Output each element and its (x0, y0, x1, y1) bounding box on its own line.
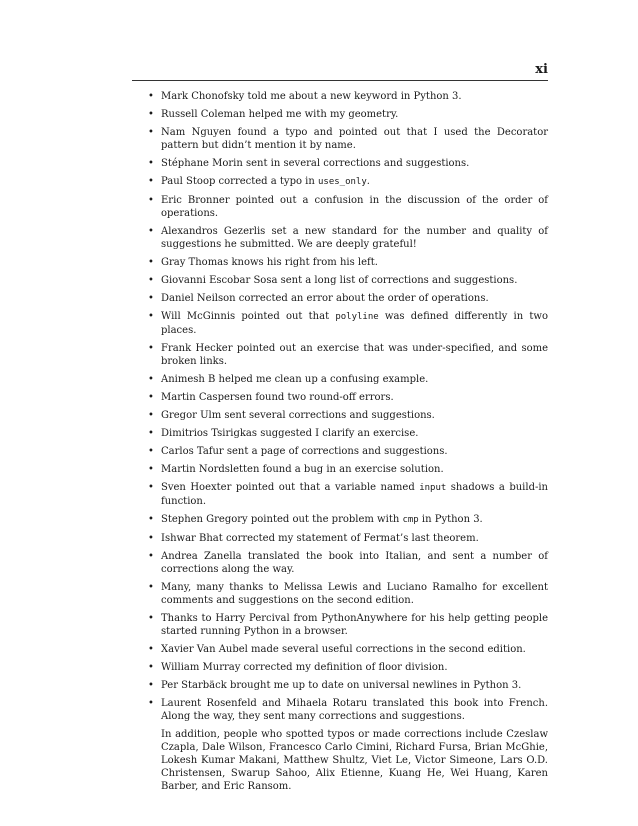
list-item-text: Gregor Ulm sent several corrections and suggestions. (161, 410, 435, 421)
list-item (140, 292, 548, 305)
list-item-text: Ishwar Bhat corrected my statement of Fermat’s last theorem. (161, 533, 479, 544)
list-item (140, 373, 548, 386)
bullet-icon: • (148, 127, 154, 138)
list-item-text: Stéphane Morin sent in several corrections and suggestions. (161, 158, 470, 169)
list-item-text: Nam Nguyen found a typo and pointed out that I used the Decorator pattern but didn’t mention it by name. (161, 127, 548, 151)
bullet-icon: • (148, 482, 154, 493)
list-item-text: shadows a build-in function. (161, 482, 548, 507)
inline-code: polyline (335, 312, 379, 322)
list-item-text: Xavier Van Aubel made several useful corrections in the second edition. (161, 644, 526, 655)
list-item (140, 513, 548, 527)
list-item-text: Per Starbäck brought me up to date on universal newlines in Python 3. (161, 680, 522, 691)
list-item (140, 679, 548, 692)
list-item (140, 581, 548, 607)
closing-paragraph: In addition, people who spotted typos or made corrections include Czeslaw Czapla, Dale Wilson, Francesco Carlo Cimini, Richard Fursa, Brian McGhie, Lokesh Kumar Makani, Matthew Shultz, Viet Le, Victor Simeone, Lars O.D. Christensen, Swarup Sahoo, Alix Etienne, Kuang He, Wei Huang, Karen Barber, and Eric Ransom. (161, 729, 548, 792)
bullet-icon: • (148, 343, 154, 354)
list-item (140, 391, 548, 404)
bullet-icon: • (148, 533, 154, 544)
bullet-icon: • (148, 464, 154, 475)
list-item (140, 445, 548, 458)
list-item-text: William Murray corrected my definition of floor division. (161, 662, 448, 673)
list-item (140, 532, 548, 545)
bullet-icon: • (148, 428, 154, 439)
inline-code: cmp (402, 515, 419, 525)
list-item-text: Animesh B helped me clean up a confusing example. (161, 374, 429, 385)
bullet-icon: • (148, 311, 154, 322)
bullet-icon: • (148, 109, 154, 120)
list-item-text: Gray Thomas knows his right from his left. (161, 257, 378, 268)
bullet-icon: • (148, 195, 154, 206)
list-item-text: Martin Caspersen found two round-off errors. (161, 392, 394, 403)
bullet-icon: • (148, 293, 154, 304)
list-item-text: Andrea Zanella translated the book into Italian, and sent a number of corrections along the way. (161, 551, 548, 575)
bullet-icon: • (148, 226, 154, 237)
list-item-text: Many, many thanks to Melissa Lewis and Luciano Ramalho for excellent comments and suggestions on the second edition. (161, 582, 548, 606)
contributor-list (140, 90, 548, 723)
list-item (140, 643, 548, 656)
list-item-text: Giovanni Escobar Sosa sent a long list of corrections and suggestions. (161, 275, 518, 286)
list-item (140, 612, 548, 638)
list-item (140, 310, 548, 337)
list-item (140, 550, 548, 576)
bullet-icon: • (148, 698, 154, 709)
list-item-text: Mark Chonofsky told me about a new keyword in Python 3. (161, 91, 462, 102)
bullet-icon: • (148, 392, 154, 403)
bullet-icon: • (148, 91, 154, 102)
list-item (140, 661, 548, 674)
list-item (140, 463, 548, 476)
list-item-text: Stephen Gregory pointed out the problem with (161, 514, 403, 525)
bullet-icon: • (148, 662, 154, 673)
list-item-text: was defined differently in two places. (161, 311, 548, 336)
page-number: xi (535, 62, 548, 77)
bullet-icon: • (148, 446, 154, 457)
contributor-list-section (140, 90, 548, 793)
list-item-text: . (366, 176, 370, 187)
header-rule (132, 80, 548, 81)
bullet-icon: • (148, 158, 154, 169)
list-item-text: Carlos Tafur sent a page of corrections and suggestions. (161, 446, 448, 457)
list-item-text: Daniel Neilson corrected an error about the order of operations. (161, 293, 489, 304)
list-item (140, 90, 548, 103)
list-item (140, 697, 548, 723)
list-item-text: Sven Hoexter pointed out that a variable named (161, 482, 420, 493)
list-item-text: in Python 3. (418, 514, 483, 525)
bullet-icon: • (148, 275, 154, 286)
list-item (140, 108, 548, 121)
list-item (140, 427, 548, 440)
bullet-icon: • (148, 410, 154, 421)
list-item (140, 274, 548, 287)
list-item (140, 342, 548, 368)
list-item-text: Paul Stoop corrected a typo in (161, 176, 318, 187)
list-item (140, 157, 548, 170)
bullet-icon: • (148, 680, 154, 691)
list-item-text: Martin Nordsletten found a bug in an exercise solution. (161, 464, 444, 475)
bullet-icon: • (148, 551, 154, 562)
list-item-text: Eric Bronner pointed out a confusion in the discussion of the order of operations. (161, 195, 548, 219)
list-item-text: Russell Coleman helped me with my geometry. (161, 109, 399, 120)
list-item-text: Dimitrios Tsirigkas suggested I clarify an exercise. (161, 428, 419, 439)
bullet-icon: • (148, 374, 154, 385)
list-item (140, 409, 548, 422)
bullet-icon: • (148, 176, 154, 187)
bullet-icon: • (148, 582, 154, 593)
bullet-icon: • (148, 257, 154, 268)
bullet-icon: • (148, 514, 154, 525)
list-item (140, 481, 548, 508)
bullet-icon: • (148, 613, 154, 624)
list-item-text: Frank Hecker pointed out an exercise that was under-specified, and some broken links. (161, 343, 548, 367)
list-item-text: Thanks to Harry Percival from PythonAnywhere for his help getting people started running Python in a browser. (161, 613, 548, 637)
list-item (140, 126, 548, 152)
list-item (140, 225, 548, 251)
list-item-text: Laurent Rosenfeld and Mihaela Rotaru translated this book into French. Along the way, they sent many corrections and suggestions. (161, 698, 548, 722)
list-item (140, 194, 548, 220)
list-item-text: Alexandros Gezerlis set a new standard for the number and quality of suggestions he submitted. We are deeply grateful! (161, 226, 548, 250)
inline-code: uses_only (318, 177, 367, 187)
bullet-icon: • (148, 644, 154, 655)
inline-code: input (419, 483, 447, 493)
list-item-text: Will McGinnis pointed out that (161, 311, 336, 322)
list-item (140, 175, 548, 189)
list-item (140, 256, 548, 269)
